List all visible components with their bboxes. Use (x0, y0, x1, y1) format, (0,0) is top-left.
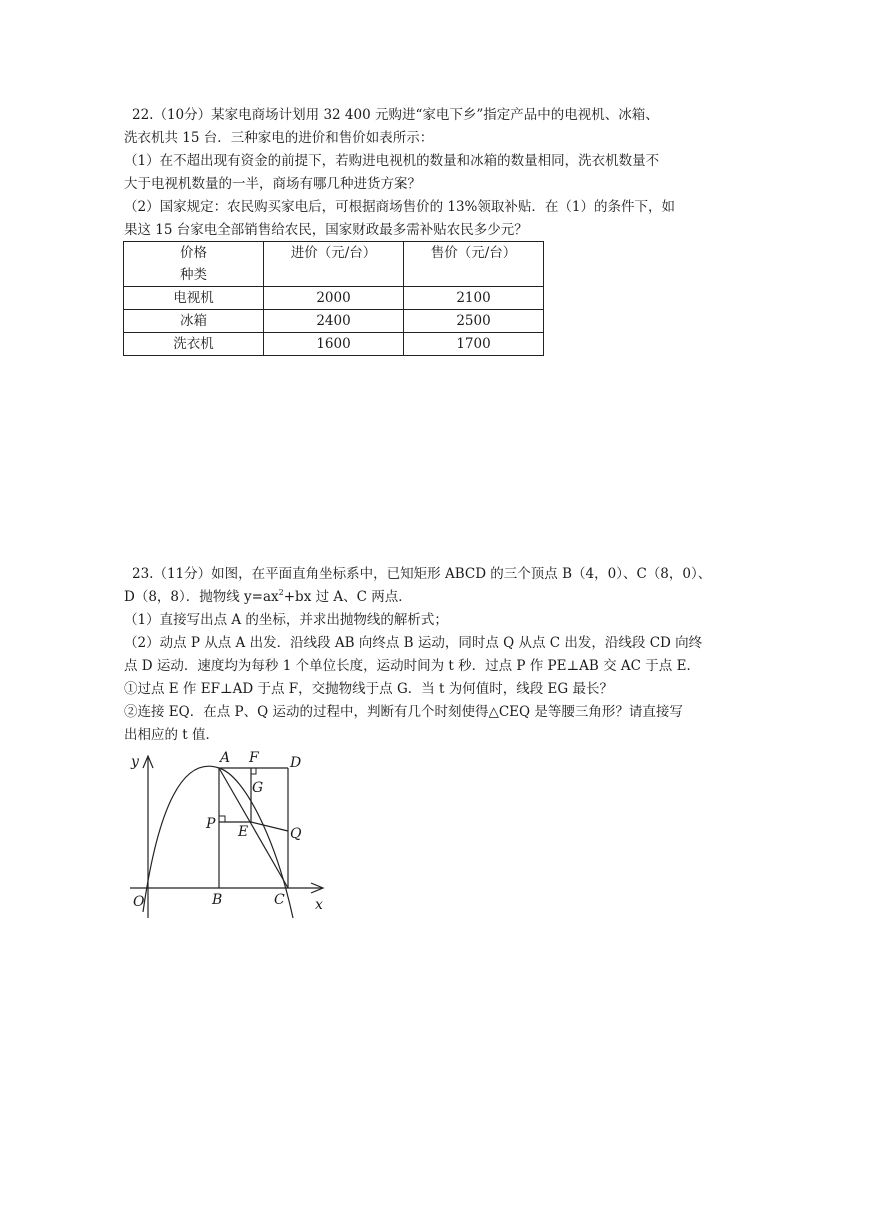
q23-line-2-part-a: D（8，8）．抛物线 y=ax (124, 589, 279, 605)
q22-line-3: （1）在不超出现有资金的前提下，若购进电视机的数量和冰箱的数量相同，洗衣机数量不 (124, 153, 660, 169)
right-angle-f (251, 768, 256, 774)
label-d: D (290, 755, 302, 771)
table-header-row (124, 242, 544, 287)
q23-line-2 (124, 586, 412, 608)
q22-line-2: 洗衣机共 15 台．三种家电的进价和售价如表所示： (124, 130, 434, 146)
q23-line-1: 23.（11分）如图，在平面直角坐标系中，已知矩形 ABCD 的三个顶点 B（4，0）、C（8，0）、 (132, 566, 712, 582)
q23-line-8: 出相应的 t 值． (124, 727, 220, 743)
table-row (124, 333, 544, 356)
q22-line-1: 22.（10分）某家电商场计划用 32 400 元购进“家电下乡”指定产品中的电视机、冰箱、 (132, 107, 659, 123)
segment-eq (251, 822, 288, 831)
q23-line-7: ②连接 EQ．在点 P、Q 运动的过程中，判断有几个时刻使得△CEQ 是等腰三角形？请直接写 (124, 704, 683, 720)
q22-line-6: 果这 15 台家电全部销售给农民，国家财政最多需补贴农民多少元？ (124, 222, 528, 238)
label-o: O (133, 894, 145, 910)
table-cell-cost: 1600 (264, 333, 404, 356)
label-b: B (212, 892, 223, 908)
q22-line-4: 大于电视机数量的一半，商场有哪几种进货方案？ (124, 176, 421, 192)
parabola-curve-right (219, 768, 293, 918)
label-c: C (274, 892, 285, 908)
table-header-cost: 进价（元/台） (264, 242, 404, 287)
label-q: Q (290, 826, 302, 842)
table-cell-price: 2100 (404, 287, 544, 310)
q23-line-6: ①过点 E 作 EF⊥AD 于点 F，交抛物线于点 G．当 t 为何值时，线段 EG 最长？ (124, 681, 613, 697)
label-y: y (131, 754, 139, 770)
table-header-price: 售价（元/台） (404, 242, 544, 287)
q23-exponent: 2 (278, 588, 284, 597)
segment-ac (219, 768, 288, 888)
table-cell-price: 2500 (404, 310, 544, 333)
right-angle-p (219, 816, 225, 822)
table-cell-cost: 2400 (264, 310, 404, 333)
label-f: F (249, 750, 259, 766)
label-p: P (206, 816, 216, 832)
q23-line-5: 点 D 运动．速度均为每秒 1 个单位长度，运动时间为 t 秒．过点 P 作 PE⊥AB 交 AC 于点 E． (124, 658, 700, 674)
table-cell-name: 冰箱 (124, 310, 264, 333)
x-axis-arrow (311, 883, 323, 893)
header-type-label: 种类 (180, 267, 207, 283)
label-a: A (220, 750, 231, 766)
table-row (124, 310, 544, 333)
q22-line-5: （2）国家规定：农民购买家电后，可根据商场售价的 13%领取补贴．在（1）的条件下，如 (124, 199, 675, 215)
table-cell-cost: 2000 (264, 287, 404, 310)
q23-line-2-part-b: +bx 过 A、C 两点． (283, 589, 412, 605)
table-header-category (124, 242, 264, 287)
table-row (124, 287, 544, 310)
label-e: E (238, 824, 249, 840)
price-table (123, 241, 544, 356)
q23-line-4: （2）动点 P 从点 A 出发．沿线段 AB 向终点 B 运动，同时点 Q 从点 C 出发，沿线段 CD 向终 (124, 635, 703, 651)
header-price-label: 价格 (180, 245, 207, 261)
y-axis-arrow (143, 756, 153, 768)
table-cell-name: 电视机 (124, 287, 264, 310)
parabola-curve (143, 766, 219, 912)
table-cell-price: 1700 (404, 333, 544, 356)
table-cell-name: 洗衣机 (124, 333, 264, 356)
label-x: x (315, 897, 323, 913)
q23-line-3: （1）直接写出点 A 的坐标，并求出抛物线的解析式； (124, 612, 448, 628)
label-g: G (252, 780, 264, 796)
